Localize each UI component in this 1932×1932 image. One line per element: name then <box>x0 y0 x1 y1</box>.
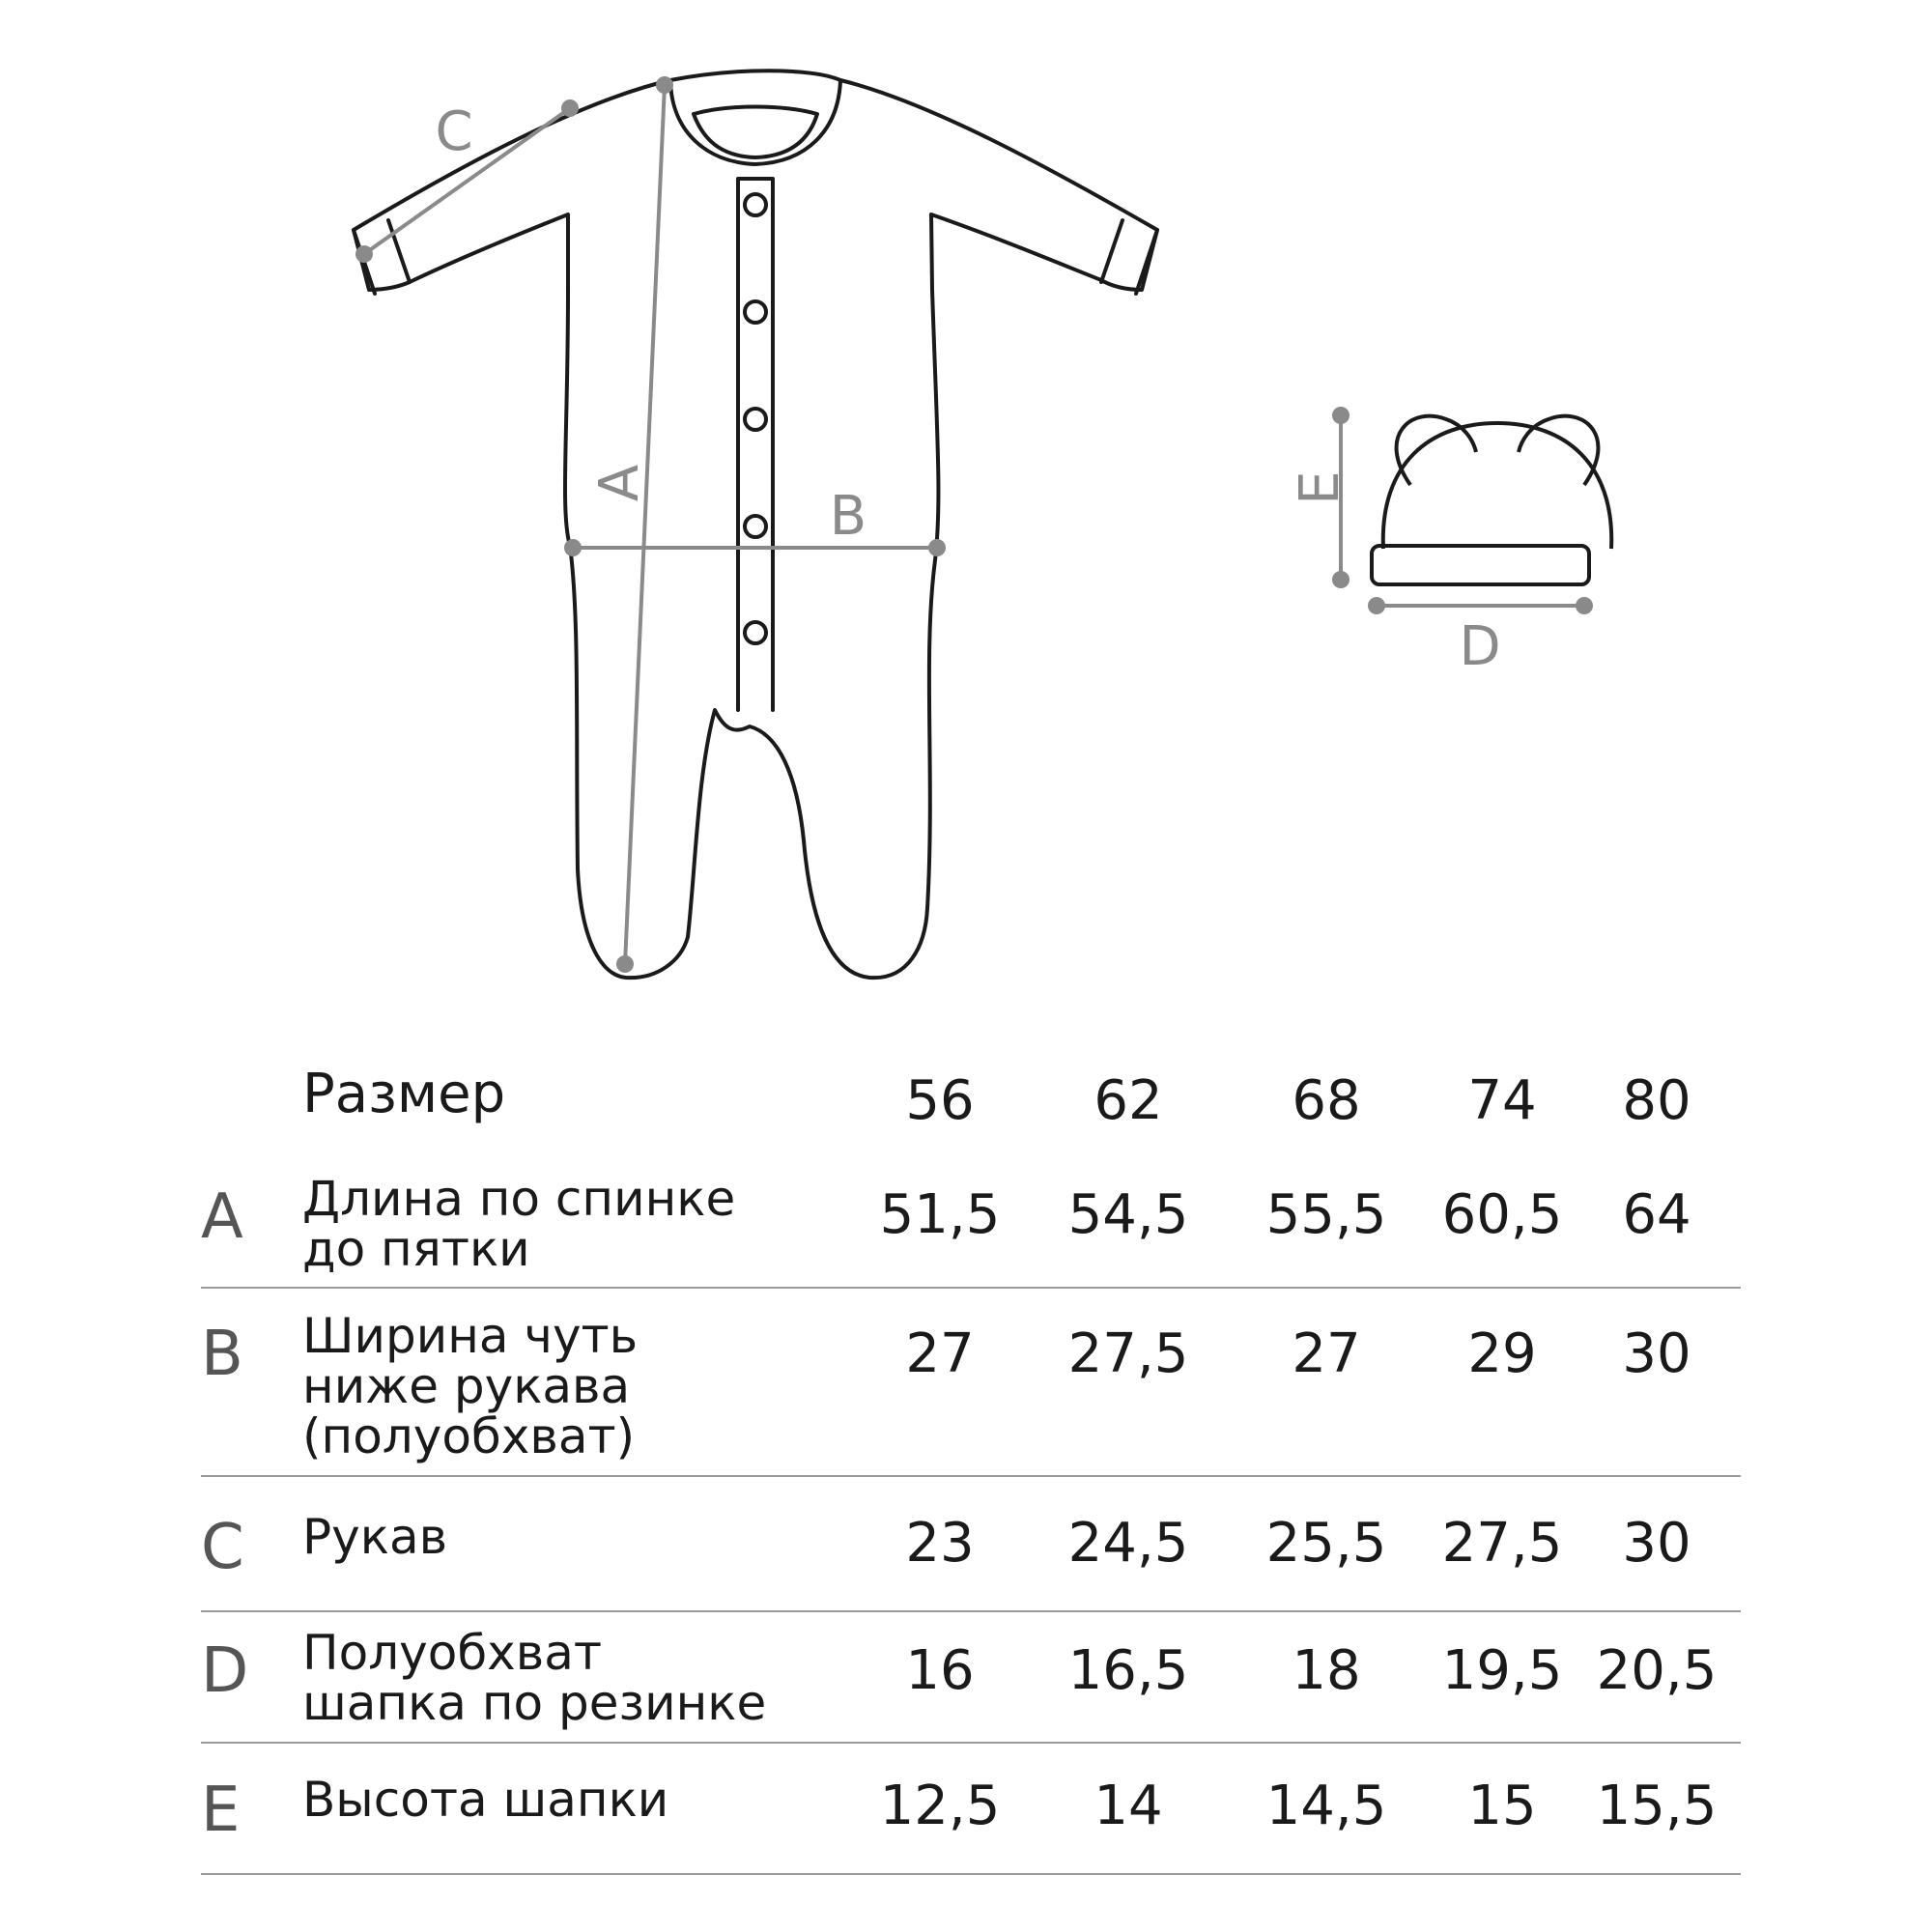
row-label-line: Высота шапки <box>302 1772 669 1828</box>
table-cell: 23 <box>905 1512 975 1575</box>
row-label <box>302 1308 639 1464</box>
row-divider <box>201 1610 1741 1612</box>
table-cell: 18 <box>1292 1639 1361 1702</box>
table-cell: 14 <box>1094 1775 1163 1837</box>
table-cell: 60,5 <box>1441 1183 1563 1246</box>
row-letter: A <box>201 1181 243 1253</box>
table-cell: 14,5 <box>1265 1775 1387 1837</box>
button <box>745 301 766 323</box>
collar-inner <box>694 107 817 158</box>
size-80: 80 <box>1622 1069 1691 1132</box>
hat-band <box>1372 546 1589 584</box>
table-cell: 27 <box>905 1322 975 1385</box>
button <box>745 622 766 643</box>
row-letter: D <box>201 1635 249 1707</box>
dimension-label-d: D <box>1459 615 1501 678</box>
row-label-line: ниже рукава <box>302 1358 631 1414</box>
table-cell: 51,5 <box>879 1183 1001 1246</box>
row-letter: C <box>201 1512 244 1583</box>
row-label <box>302 1509 448 1565</box>
size-56: 56 <box>905 1069 975 1132</box>
hat-crown <box>1383 423 1611 549</box>
table-cell: 64 <box>1622 1183 1691 1246</box>
table-cell: 15 <box>1467 1775 1537 1837</box>
size-74: 74 <box>1467 1069 1537 1132</box>
table-cell: 25,5 <box>1265 1512 1387 1575</box>
row-label-line: Полуобхват <box>302 1625 602 1681</box>
table-cell: 30 <box>1622 1322 1691 1385</box>
dimension-label-b: B <box>829 485 867 548</box>
row-divider <box>201 1873 1741 1875</box>
button <box>745 516 766 537</box>
table-cell: 24,5 <box>1067 1512 1189 1575</box>
button <box>745 194 766 215</box>
table-cell: 27,5 <box>1067 1322 1189 1385</box>
table-cell: 27,5 <box>1441 1512 1563 1575</box>
size-68: 68 <box>1292 1069 1361 1132</box>
table-cell: 19,5 <box>1441 1639 1563 1702</box>
row-label-line: шапка по резинке <box>302 1675 767 1731</box>
table-cell: 16 <box>905 1639 975 1702</box>
button <box>745 409 766 430</box>
row-letter: B <box>201 1319 243 1390</box>
size-header-label: Размер <box>302 1063 506 1125</box>
row-label-line: (полуобхват) <box>302 1408 636 1464</box>
row-label-line: Длина по спинке <box>302 1171 736 1227</box>
dimension-label-a: A <box>588 464 651 502</box>
table-cell: 54,5 <box>1067 1183 1189 1246</box>
dimension-label-c: C <box>435 100 473 163</box>
table-cell: 30 <box>1622 1512 1691 1575</box>
table-cell: 27 <box>1292 1322 1361 1385</box>
table-cell: 20,5 <box>1596 1639 1718 1702</box>
size-62: 62 <box>1094 1069 1163 1132</box>
row-label <box>302 1171 736 1277</box>
row-divider <box>201 1742 1741 1744</box>
row-label-line: Рукав <box>302 1509 448 1565</box>
table-cell: 15,5 <box>1596 1775 1718 1837</box>
dimension-label-e: E <box>1289 470 1351 505</box>
row-divider <box>201 1287 1741 1289</box>
table-cell: 29 <box>1467 1322 1537 1385</box>
row-divider <box>201 1475 1741 1477</box>
row-label-line: Ширина чуть <box>302 1308 639 1364</box>
table-cell: 16,5 <box>1067 1639 1189 1702</box>
row-label <box>302 1772 669 1828</box>
row-letter: E <box>201 1775 241 1846</box>
row-label-line: до пятки <box>302 1221 530 1277</box>
row-label <box>302 1625 767 1731</box>
table-cell: 55,5 <box>1265 1183 1387 1246</box>
dimension-line-a <box>625 85 665 964</box>
table-cell: 12,5 <box>879 1775 1001 1837</box>
